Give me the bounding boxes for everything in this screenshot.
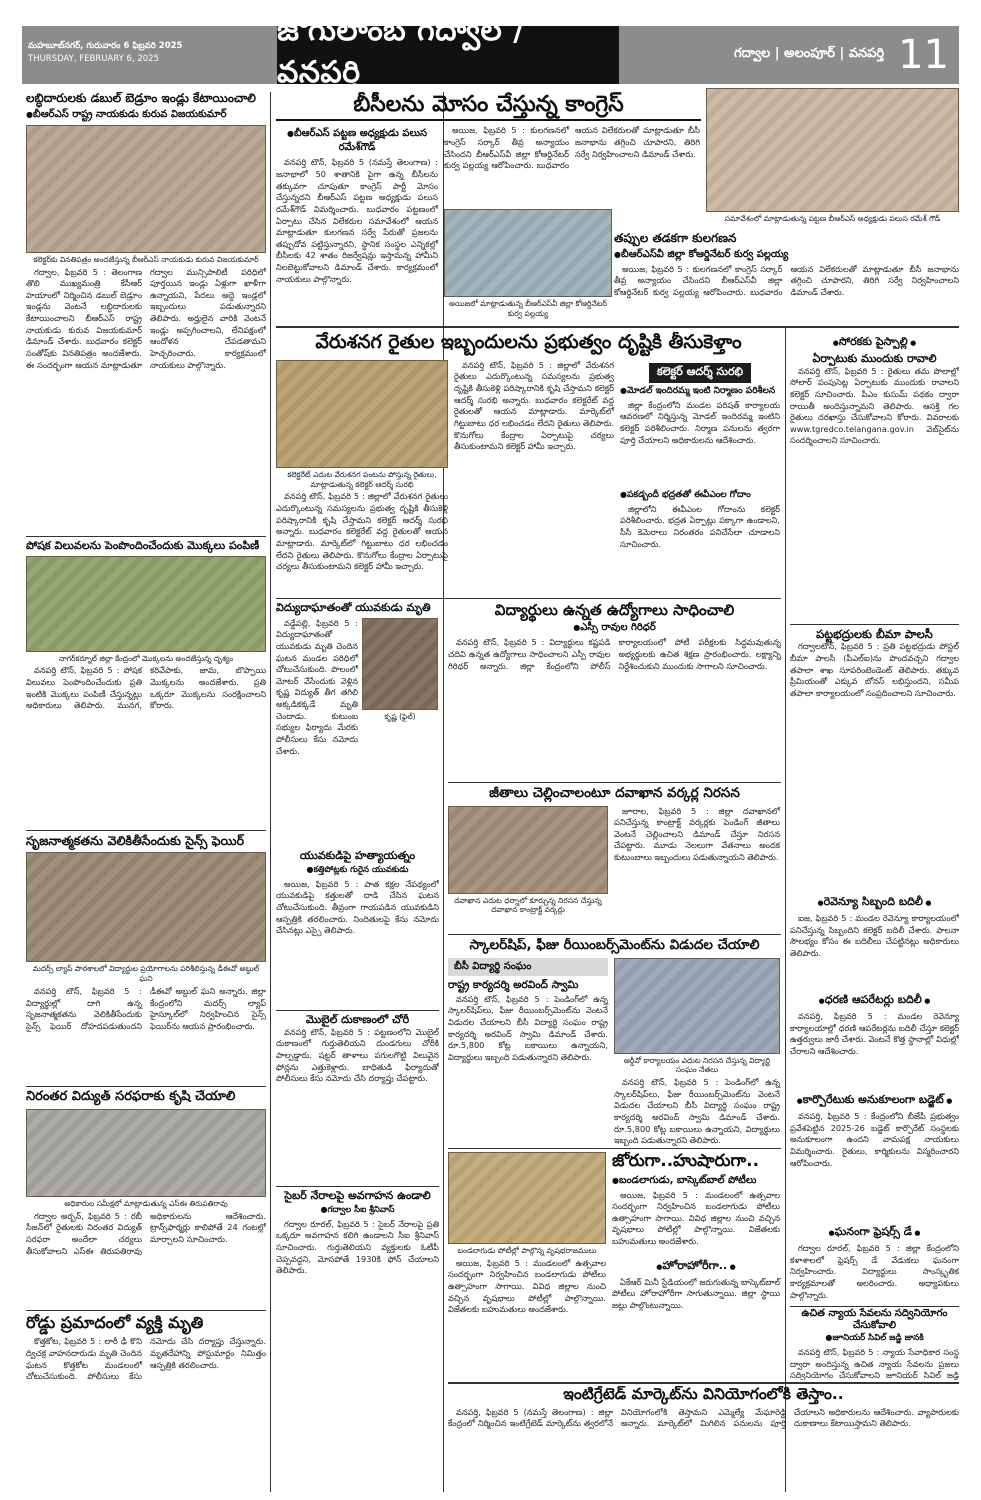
article-body-continued: వనపర్తి టౌన్, ఫిబ్రవరి 5 : జిల్లాలో వేరుశనగ రైతులు ఎదుర్కొంటున్న సమస్యలను ప్రభుత్వ దృష్టికి తీసుకెళ్లి పరిష్కారానికి కృషి చేస్తామని కలెక్టర్ ఆదర్శ్ సురభి అన్నారు. బుధవారం కలెక్టరేట్ వద్ద రైతులతో ఆయన మాట్లాడారు. మార్కెట్‌లో గిట్టుబాటు ధర లభించడం లేదని రైతులు తెలిపారు. కొనుగోలు కేంద్రాల ఏర్పాటుపై చర్యలు తీసుకుంటామని కలెక్టర్ హామీ ఇచ్చారు. <box>454 359 614 452</box>
article-headline: స్కాలర్‌షిప్, ఫీజు రీయింబర్స్‌మెంట్‌ను విడుదల చేయాలి <box>469 938 760 953</box>
article-subhead: రాష్ట్ర కార్యదర్శి అరవింద్ స్వామి <box>448 978 579 991</box>
divider <box>26 830 266 831</box>
article-photo <box>706 88 959 212</box>
article-photo <box>26 852 266 962</box>
photo-caption: మదర్స్ ల్యాప్ పాఠశాలలో విద్యార్థుల ప్రయోగాలను పరిశీలిస్తున్న డీఈవో అబ్దుల్ ఘని <box>32 964 260 984</box>
article-body: గద్వాల రూరల్, ఫిబ్రవరి 5 : జిల్లా కేంద్రంలోని కళాశాలలో ఫ్రెషర్స్ డే వేడుకలు ఘనంగా నిర్వహించారు. విద్యార్థులు సాంస్కృతిక కార్యక్రమాలతో అలరించారు. అధ్యాపకులు పాల్గొన్నారు. <box>790 1243 959 1300</box>
article-photo <box>448 806 608 894</box>
article-headline: ● ఘనంగా ఫ్రెషర్స్ డే ● <box>790 1225 959 1241</box>
page-number: 11 <box>898 32 949 78</box>
article-body: వడ్డేపల్లి, ఫిబ్రవరి 5 : విద్యుదాఘాతంతో యువకుడు మృతి చెందిన ఘటన మండల పరిధిలో చోటుచేసుకుంది. పొలంలో మోటర్ వేసేందుకు వెళ్లిన కృష్ణ విద్యుత్ తీగ తగిలి అక్కడికక్కడే మృతి చెందాడు. కుటుంబ సభ్యుల ఫిర్యాదు మేరకు పోలీసులు కేసు నమోదు చేశారు. <box>276 617 358 756</box>
article-body: వనపర్తి టౌన్, ఫిబ్రవరి 5 : పట్టణంలోని మొబైల్ దుకాణంలో గుర్తుతెలియని దుండగులు చోరీకి పాల్పడ్డారు. షట్టర్ తాళాలు పగులగొట్టి విలువైన ఫోన్లను ఎత్తుకెళ్లారు. బాధితుడి ఫిర్యాదుతో పోలీసులు కేసు నమోదు చేసి దర్యాప్తు చేపట్టారు. <box>276 1026 439 1084</box>
article-body-continued: అయిజ, ఫిబ్రవరి 5 : మండలంలో ఉత్సవాల సందర్భంగా నిర్వహించిన బండలాగుడు పోటీలు ఉత్సాహంగా సాగాయి. వివిధ జిల్లాల నుంచి వచ్చిన వృషభాలు పోటీల్లో పాల్గొన్నాయి. విజేతలకు బహుమతులు అందజేశారు. <box>612 1189 780 1247</box>
article-science-fair <box>26 834 266 1084</box>
section-title: జోగులాంబ గద్వాల / వనపర్తి <box>277 26 619 84</box>
divider <box>276 326 959 328</box>
photo-caption: సమావేశంలో మాట్లాడుతున్న పట్టణ బీఆర్ఎస్ అధ్యక్షుడు పలుస రమేశ్ గౌడ్ <box>724 214 941 223</box>
article-integrated-market <box>448 1386 959 1492</box>
article-body: కొత్తకోట, ఫిబ్రవరి 5 : లారీ ఢీ కొని ద్విచక్ర వాహనదారుడు మృతి చెందిన ఘటన కొత్తకోట మండలంలో చోటుచేసుకుంది. పోలీసులు కేసు నమోదు చేసి దర్యాప్తు చేస్తున్నారు. మృతదేహాన్ని పోస్టుమార్టం నిమిత్తం ఆస్పత్రికి తరలించారు. <box>26 1336 266 1382</box>
article-headline: సైబర్ నేరాలపై అవగాహన ఉండాలి <box>284 1190 431 1202</box>
divider <box>790 624 959 625</box>
article-subhead: ● హోరాహోరీగా.. ● <box>612 1259 780 1275</box>
article-students-jobs <box>448 602 781 780</box>
article-body: వనపర్తి టౌన్, ఫిబ్రవరి 5 : పెండింగ్‌లో ఉన్న స్కాలర్‌షిప్‌లు, ఫీజు రీయింబర్స్‌మెంట్‌ను వెంటనే విడుదల చేయాలని బీసీ విద్యార్థి సంఘం రాష్ట్ర కార్యదర్శి అరవింద్ స్వామి డిమాండ్ చేశారు. రూ.5,800 కోట్ల బకాయిలు ఉన్నాయని, విద్యార్థులు ఇబ్బంది పడుతున్నారని తెలిపారు. <box>448 993 608 1062</box>
article-subhead: ● బీఆర్ఎస్‌వీ జిల్లా కోఆర్డినేటర్ కుర్వ పల్లయ్య <box>614 248 959 262</box>
article-body: వనపర్తి, ఫిబ్రవరి 5 (నమస్తే తెలంగాణ) : జిల్లా కేంద్రంలో నిర్మించిన ఇంటిగ్రేటెడ్ మార్కెట్‌ను త్వరలోనే వినియోగంలోకి తెస్తామని ఎమ్మెల్యే మేఘారెడ్డి అన్నారు. మార్కెట్‌లో మిగిలిన పనులను పూర్తి చేయాలని అధికారులను ఆదేశించారు. వ్యాపారులకు దుకాణాలు కేటాయిస్తామని తెలిపారు. <box>448 1406 959 1429</box>
divider <box>790 1306 959 1307</box>
divider <box>26 1310 266 1311</box>
article-budget <box>790 1090 959 1220</box>
article-body: వనపర్తి, ఫిబ్రవరి 5 : కేంద్రంలోని బీజేపీ ప్రభుత్వం ప్రవేశపెట్టిన 2025-26 బడ్జెట్ కార్పొరేట్ సంస్థలకు అనుకూలంగా ఉందని వామపక్ష నాయకులు విమర్శించారు. రైతులు, కార్మికులను విస్మరించారని ఆరోపించారు. <box>790 1111 959 1168</box>
article-electrocution <box>276 602 439 847</box>
article-body: వనపర్తి టౌన్, ఫిబ్రవరి 5 : విద్యార్థుల్లో దాగి ఉన్న సృజనాత్మకతను వెలికితీసేందుకు సైన్స్ ఫెయిర్ దోహదపడుతుందని డీఈవో అబ్దుల్ ఘని అన్నారు. జిల్లా కేంద్రంలోని మదర్స్ ల్యాప్ హైస్కూల్‌లో నిర్వహించిన సైన్స్ ఫెయిర్‌ను ఆయన ప్రారంభించారు. <box>26 985 266 1031</box>
article-headline: యువకుడిపై హత్యాయత్నం <box>299 850 416 862</box>
english-date: THURSDAY, FEBRUARY 6, 2025 <box>28 53 159 64</box>
divider <box>26 536 266 537</box>
article-hospital-workers <box>448 786 781 932</box>
article-subhead-box: బీసీ విద్యార్థి సంఘం <box>448 958 608 976</box>
photo-caption: అధికారుల సమీక్షలో మాట్లాడుతున్న ఎస్ఈ తిరుపతిరావు <box>64 1198 228 1208</box>
divider <box>448 934 781 935</box>
article-double-bedroom <box>26 92 266 534</box>
article-headline: విద్యుదాఘాతంతో యువకుడు మృతి <box>276 602 431 614</box>
article-headline: పట్టభద్రులకు బీమా పాలసీ <box>816 628 933 641</box>
edition-line: మహబూబ్‌నగర్, గురువారం 6 ఫిబ్రవరి 2025 <box>28 41 183 51</box>
article-body: గద్వాల, ఫిబ్రవరి 5 : తెలంగాణ తొలి ముఖ్యమంత్రి కేసీఆర్ హయాంలో నిర్మించిన డబుల్ బెడ్రూం ఇండ్లను వెంటనే లబ్ధిదారులకు కేటాయించాలని బీఆర్ఎస్ రాష్ట్ర నాయకుడు కురువ విజయకుమార్ డిమాండ్ చేశారు. బుధవారం కలెక్టర్ సంతోష్‌కు వినతిపత్రం అందజేశారు. ఈ సందర్భంగా ఆయన మాట్లాడుతూ గద్వాల మున్సిపాలిటీ పరిధిలో పూర్తయిన ఇండ్లు ఏళ్లుగా ఖాళీగా ఉన్నాయని, పేదలు అద్దె ఇండ్లలో ఇబ్బందులు పడుతున్నారని తెలిపారు. అర్హులైన వారికి వెంటనే ఇండ్లు అప్పగించాలని, లేనిపక్షంలో ఆందోళన చేపడతామని హెచ్చరించారు. కార్యక్రమంలో నాయకులు పాల్గొన్నారు. <box>26 266 266 370</box>
article-headline: లబ్ధిదారులకు డబుల్ బెడ్రూం ఇండ్లు కేటాయించాలి <box>26 92 256 105</box>
article-headline: పోషక విలువలను పెంపొందించేందుకు మొక్కలు పంపిణీ <box>26 540 260 552</box>
divider <box>26 1086 266 1087</box>
photo-caption: కలెక్టర్‌కు వినతిపత్రం అందజేస్తున్న బీఆర్ఎస్ నాయకుడు కురువ విజయకుమార్ <box>33 254 259 264</box>
article-headline: తప్పుల తడకగా కులగణన <box>614 232 737 245</box>
divider <box>276 1186 439 1187</box>
article-body-continued: అయిజ, ఫిబ్రవరి 5 : కులగణనలో కాంగ్రెస్ సర్కార్ తీవ్ర అన్యాయం చేసిందని బీఆర్ఎస్‌వీ జిల్లా కోఆర్డినేటర్ కుర్వ పల్లయ్య ఆరోపించారు. బుధవారం ఆయన విలేకరులతో మాట్లాడుతూ బీసీ జనాభాను తగ్గించి చూపారని, తిరిగి సర్వే నిర్వహించాలని డిమాండ్ చేశారు. <box>444 125 700 171</box>
article-body: ఏకేఆర్ మినీ స్టేడియంలో జరుగుతున్న బాస్కెట్‌బాల్ పోటీలు హోరాహోరీగా సాగుతున్నాయి. జిల్లా స్థాయి జట్లు పాల్గొంటున్నాయి. <box>612 1276 780 1310</box>
article-subhead: ● బీఆర్ఎస్ రాష్ట్ర నాయకుడు కురువ విజయకుమార్ <box>26 108 266 122</box>
article-photo <box>276 360 448 468</box>
article-subhead: ● బండలాగుడు, బాస్కెట్‌బాల్ పోటీలు <box>612 1174 780 1188</box>
article-subhead: ● పకడ్బందీ భద్రతతో ఈవీఎంల గోదాం <box>620 490 780 502</box>
article-headline: ● రెవెన్యూ సిబ్బంది బదిలీ ● <box>790 895 959 911</box>
article-photo <box>614 958 780 1054</box>
article-freshers-day <box>790 1222 959 1304</box>
divider <box>448 1148 781 1149</box>
article-photo <box>448 1152 606 1244</box>
article-subhead: ఏర్పాటుకు ముందుకు రావాలి <box>812 352 937 365</box>
article-body: జూరాల, ఫిబ్రవరి 5 : జిల్లా దవాఖానలో పనిచేస్తున్న కాంట్రాక్ట్ వర్కర్లకు పెండింగ్ జీతాలు వెంటనే చెల్లించాలని డిమాండ్ చేస్తూ నిరసన చేపట్టారు. మూడు నెలలుగా వేతనాలు అందక కుటుంబాలు ఇబ్బందులు పడుతున్నాయని తెలిపారు. <box>614 805 780 863</box>
masthead <box>22 13 959 90</box>
photo-caption: దవాఖాన ఎదుట ధర్నాలో కూర్చున్న నిరసన చేస్తున్న దవాఖాన కాంట్రాక్ట్ వర్కర్లు <box>454 895 602 915</box>
article-dharani-transfer <box>790 990 959 1086</box>
article-murder-attempt <box>276 850 439 1002</box>
article-headline: వేరుశనగ రైతుల ఇబ్బందులను ప్రభుత్వం దృష్టికి తీసుకెళ్తాం <box>315 332 742 353</box>
collector-box-title: కలెక్టర్ ఆదర్శ్ సురభి <box>649 363 751 383</box>
photo-caption: బండలాగుడు పోటీల్లో పాల్గొన్న వృషభరాజములు <box>457 1246 597 1255</box>
photo-caption: కలెక్టరేట్ ఎదుట వేరుశనగ పంటను పోస్తున్న రైతులు, మాట్లాడుతున్న కలెక్టర్ ఆదర్శ్ సురభి <box>287 469 437 489</box>
article-mobile-theft <box>276 1014 439 1184</box>
article-body: వనపర్తి టౌన్, ఫిబ్రవరి 5 : రైతులు తమ పొలాల్లో సోలార్ పంపుసెట్ల ఏర్పాటుకు ముందుకు రావాలని కలెక్టర్ సూచించారు. పీఎం కుసుమ్ పథకం ద్వారా రాయితీ అందిస్తున్నామని తెలిపారు. ఆసక్తి గల రైతులు దరఖాస్తు చేసుకోవాలని కోరారు. వివరాలకు www.tgredco.telangana.gov.in వెబ్‌సైట్‌ను సందర్శించాలని సూచించారు. <box>790 365 959 446</box>
article-scholarship <box>448 938 781 1146</box>
divider <box>276 598 781 599</box>
article-body: గద్వాలటౌన్, ఫిబ్రవరి 5 : ప్రతి పట్టభద్రుడు పోస్టల్ బీమా పాలసీ (పీఎల్ఐ)ను పొందవచ్చని గద్వాల తపాలా శాఖ సూపరింటెండెంట్ తెలిపారు. తక్కువ ప్రీమియంతో ఎక్కువ బోనస్ లభిస్తుందని, సమీప తపాలా కార్యాలయంలో సంప్రదించాలని సూచించారు. <box>790 641 959 698</box>
article-body: వనపర్తి టౌన్, ఫిబ్రవరి 5 : విద్యార్థులు కష్టపడి చదివి ఉన్నత ఉద్యోగాలు సాధించాలని ఎస్పీ రావుల గిరిధర్ అన్నారు. జిల్లా కేంద్రంలోని పోలీస్ కార్యాలయంలో పోటీ పరీక్షలకు సిద్ధమవుతున్న అభ్యర్థులకు ఉచిత శిక్షణ ప్రారంభించారు. లక్ష్యాన్ని నిర్దేశించుకుని ముందుకు సాగాలని సూచించారు. <box>448 637 781 671</box>
article-road-accident <box>26 1314 266 1490</box>
article-power-supply <box>26 1090 266 1308</box>
article-headline: ● ధరణి ఆపరేటర్లు బదిలీ ● <box>790 993 959 1009</box>
article-headline: ఉచిత న్యాయ సేవలను సద్వినియోగం చేసుకోవాలి <box>801 1308 948 1331</box>
article-subhead: ● జూనియర్ సివిల్ జడ్జి జానకి <box>790 1333 959 1345</box>
article-headline: సృజనాత్మకతను వెలికితీసేందుకు సైన్స్ ఫెయిర్ <box>26 834 245 848</box>
photo-caption: అయిజలో మాట్లాడుతున్న బీఆర్ఎస్‌వీ జిల్లా కోఆర్డినేటర్ కుర్వ పల్లయ్య <box>449 299 607 319</box>
article-body: అయిజ, ఫిబ్రవరి 5 : మండలంలో ఉత్సవాల సందర్భంగా నిర్వహించిన బండలాగుడు పోటీలు ఉత్సాహంగా సాగాయి. వివిధ జిల్లాల నుంచి వచ్చిన వృషభాలు పోటీల్లో పాల్గొన్నాయి. విజేతలకు బహుమతులు అందజేశారు. <box>448 1257 606 1315</box>
article-subhead: ● కత్తిపోట్లకు గురైన యువకుడు <box>276 865 439 877</box>
article-body: వనపర్తి టౌన్, ఫిబ్రవరి 5 : జిల్లాలో వేరుశనగ రైతులు ఎదుర్కొంటున్న సమస్యలను ప్రభుత్వ దృష్టికి తీసుకెళ్లి పరిష్కారానికి కృషి చేస్తామని కలెక్టర్ ఆదర్శ్ సురభి అన్నారు. బుధవారం కలెక్టరేట్ వద్ద రైతులతో ఆయన మాట్లాడారు. మార్కెట్‌లో గిట్టుబాటు ధర లభించడం లేదని రైతులు తెలిపారు. కొనుగోలు కేంద్రాల ఏర్పాటుపై చర్యలు తీసుకుంటామని కలెక్టర్ హామీ ఇచ్చారు. <box>276 491 448 572</box>
article-headline: విద్యార్థులు ఉన్నత ఉద్యోగాలు సాధించాలి <box>494 602 735 619</box>
article-body-continued: వనపర్తి టౌన్, ఫిబ్రవరి 5 : పెండింగ్‌లో ఉన్న స్కాలర్‌షిప్‌లు, ఫీజు రీయింబర్స్‌మెంట్‌ను వెంటనే విడుదల చేయాలని బీసీ విద్యార్థి సంఘం రాష్ట్ర కార్యదర్శి అరవింద్ స్వామి డిమాండ్ చేశారు. రూ.5,800 కోట్ల బకాయిలు ఉన్నాయని, విద్యార్థులు ఇబ్బంది పడుతున్నారని తెలిపారు. <box>614 1077 780 1146</box>
article-body: అయిజ, ఫిబ్రవరి 5 : కులగణనలో కాంగ్రెస్ సర్కార్ తీవ్ర అన్యాయం చేసిందని బీఆర్ఎస్‌వీ జిల్లా కోఆర్డినేటర్ కుర్వ పల్లయ్య ఆరోపించారు. బుధవారం ఆయన విలేకరులతో మాట్లాడుతూ బీసీ జనాభాను తగ్గించి చూపారని, తిరిగి సర్వే నిర్వహించాలని డిమాండ్ చేశారు. <box>614 263 959 298</box>
article-legal-services <box>790 1308 959 1380</box>
article-body: గద్వాల అర్బన్, ఫిబ్రవరి 5 : రబీ సీజన్‌లో రైతులకు నిరంతర విద్యుత్ సరఫరా అందేలా చర్యలు తీసుకోవాలని ఎస్ఈ తిరుపతిరావు అధికారులను ఆదేశించారు. ట్రాన్స్‌ఫార్మర్లు కాలిపోతే 24 గంటల్లో మార్చాలని సూచించారు. <box>26 1210 266 1256</box>
article-body: అయిజ, ఫిబ్రవరి 5 : పాత కక్షల నేపథ్యంలో యువకుడిపై కత్తులతో దాడి చేసిన ఘటన చోటుచేసుకుంది. తీవ్రంగా గాయపడిన యువకుడిని ఆస్పత్రికి తరలించారు. నిందితులపై కేసు నమోదు చేసినట్లు ఎస్సై తెలిపారు. <box>276 878 439 936</box>
article-headline: ● సోరకకు పైస్పాల్లి ● <box>790 335 959 351</box>
article-body: వనపర్తి టౌన్, ఫిబ్రవరి 5 : న్యాయ సేవాధికార సంస్థ ద్వారా అందిస్తున్న ఉచిత న్యాయ సేవలను ప్రజలు సద్వినియోగం చేసుకోవాలని జూనియర్ సివిల్ జడ్జి <box>790 1347 959 1380</box>
article-headline: రోడ్డు ప్రమాదంలో వ్యక్తి మృతి <box>26 1314 204 1332</box>
article-solar <box>790 332 959 622</box>
divider <box>448 782 781 783</box>
article-body: జిల్లాలోని ఈవీఎంల గోదాంను కలెక్టర్ పరిశీలించారు. భద్రత ఏర్పాట్లు పక్కాగా ఉండాలని, సీసీ కెమెరాలు నిరంతరం పనిచేసేలా చూడాలని సూచించారు. <box>620 503 780 549</box>
article-body: వనపర్తి, ఫిబ్రవరి 5 : మండల రెవెన్యూ కార్యాలయాల్లో ధరణి ఆపరేటర్లను బదిలీ చేస్తూ కలెక్టర్ ఉత్తర్వులు జారీ చేశారు. వెంటనే కొత్త స్థానాల్లో విధుల్లో చేరాలని ఆదేశించారు. <box>790 1011 959 1056</box>
article-headline: జీతాలు చెల్లించాలంటూ దవాఖాన వర్కర్ల నిరసన <box>489 786 740 801</box>
article-photo <box>26 1109 266 1197</box>
places-line: గద్వాల | అలంపూర్ | వనపర్తి <box>733 46 885 61</box>
article-subhead: ● ఎస్సీ రావుల గిరిధర్ <box>448 621 781 635</box>
person-photo <box>362 618 438 710</box>
photo-caption: నాగర్‌కర్నూల్ జిల్లా కేంద్రంలో మొక్కలను అందజేస్తున్న దృశ్యం <box>58 653 234 663</box>
article-body: వనపర్తి టౌన్, ఫిబ్రవరి 5 : పోషక విలువలు పెంపొందించేందుకు ప్రతి ఇంటికి మొక్కలు పంపిణీ చేస్తున్నట్లు అధికారులు తెలిపారు. మునగ, కరివేపాకు, జామ, బొప్పాయి మొక్కలను అందజేశారు. ప్రతి ఒక్కరూ మొక్కలను సంరక్షించాలని కోరారు. <box>26 665 266 711</box>
article-revenue-transfer <box>790 892 959 988</box>
article-subhead: ● మోడల్ ఇందిరమ్మ ఇంటి నిర్మాణం పరిశీలన <box>620 386 780 398</box>
article-groundnut-farmers <box>276 332 781 594</box>
divider <box>448 1382 959 1384</box>
divider <box>276 1010 439 1011</box>
article-headline: ఇంటిగ్రేటెడ్ మార్కెట్‌ను వినియోగంలోకి తెస్తాం.. <box>563 1386 844 1403</box>
photo-label: కృష్ణ (ఫైల్) <box>384 711 416 721</box>
column-rule <box>270 92 271 1492</box>
article-caste-survey <box>614 232 959 324</box>
article-headline: బీసీలను మోసం చేస్తున్న కాంగ్రెస్ <box>276 92 701 121</box>
column-rule <box>785 326 786 1492</box>
top-right-photo-block <box>706 88 959 228</box>
article-body: వనపర్తి టౌన్, ఫిబ్రవరి 5 (నమస్తే తెలంగాణ) : జనాభాలో 50 శాతానికి పైగా ఉన్న బీసీలను తక్కువగా చూపుతూ కాంగ్రెస్ పార్టీ మోసం చేస్తున్నదని బీఆర్ఎస్ పట్టణ అధ్యక్షుడు పలుస రమేశ్‌గౌడ్ విమర్శించారు. బుధవారం పట్టణంలో ఏర్పాటు చేసిన విలేకరుల సమావేశంలో ఆయన మాట్లాడుతూ కులగణన సర్వే పేరుతో ప్రజలను తప్పుదోవ పట్టిస్తున్నారని, స్థానిక సంస్థల ఎన్నికల్లో బీసీలకు 42 శాతం రిజర్వేషన్లు ఇస్తామన్న హామీని నిలబెట్టుకోవాలని డిమాండ్ చేశారు. కార్యక్రమంలో నాయకులు పాల్గొన్నారు. <box>276 157 438 284</box>
article-body: ఐజ, ఫిబ్రవరి 5 : మండల రెవెన్యూ కార్యాలయంలో పనిచేస్తున్న సిబ్బందిని కలెక్టర్ బదిలీ చేశారు. పాలనా సౌలభ్యం కోసం ఈ బదిలీలు చేపట్టినట్లు అధికారులు తెలిపారు. <box>790 913 959 958</box>
article-insurance <box>790 628 959 890</box>
article-headline: మొబైల్ దుకాణంలో చోరీ <box>305 1014 410 1026</box>
article-cyber-crime <box>276 1190 439 1490</box>
article-subhead: ● గద్వాల సీఐ శ్రీనివాస్ <box>276 1205 439 1217</box>
masthead-right <box>619 26 959 84</box>
article-headline: జోరుగా..హుషారుగా.. <box>612 1152 760 1171</box>
article-bull-race <box>448 1152 781 1380</box>
masthead-date-block <box>22 26 277 84</box>
photo-caption: ఆర్డీవో కార్యాలయం ఎదుట నిరసన చేస్తున్న విద్యార్థి సంఘం నేతలు <box>623 1055 771 1075</box>
article-plant-distribution <box>26 540 266 828</box>
article-subhead: ● బీఆర్ఎస్ పట్టణ అధ్యక్షుడు పలుస రమేశ్‌గౌడ్ <box>276 127 438 155</box>
article-body: గద్వాల రూరల్, ఫిబ్రవరి 5 : సైబర్ నేరాలపై ప్రతి ఒక్కరూ అవగాహన కలిగి ఉండాలని సీఐ శ్రీనివాస్ సూచించారు. గుర్తుతెలియని వ్యక్తులకు ఓటీపీ చెప్పవద్దని, మోసపోతే 1930కి ఫోన్ చేయాలని తెలిపారు. <box>276 1218 439 1276</box>
article-headline: నిరంతర విద్యుత్ సరఫరాకు కృషి చేయాలి <box>26 1090 236 1104</box>
article-headline: ● కార్పొరేటుకు అనుకూలంగా బడ్జెట్ ● <box>790 1093 959 1109</box>
article-photo <box>444 209 612 297</box>
article-body: జిల్లా కేంద్రంలోని మండల పరిషత్ కార్యాలయ ఆవరణలో నిర్మిస్తున్న మోడల్ ఇందిరమ్మ ఇంటిని కలెక్టర్ పరిశీలించారు. నిర్మాణ పనులను త్వరగా పూర్తి చేయాలని అధికారులను ఆదేశించారు. <box>620 399 780 445</box>
article-photo <box>26 556 266 652</box>
article-photo <box>26 125 266 253</box>
